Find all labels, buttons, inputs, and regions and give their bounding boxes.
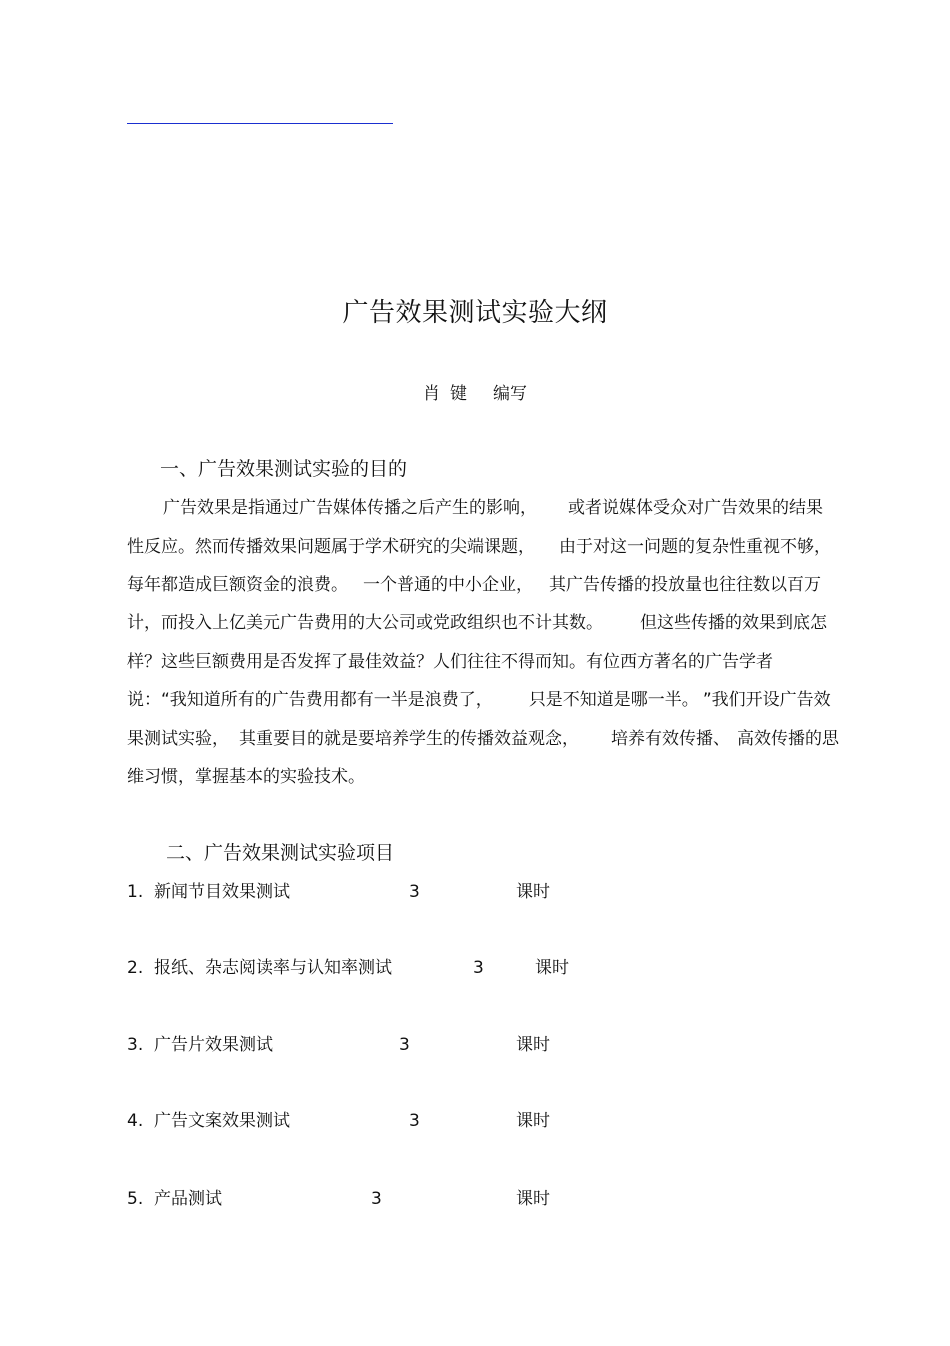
paragraph-segment: 培养有效传播、 xyxy=(611,729,730,749)
item-unit: 课时 xyxy=(516,1035,550,1055)
paragraph-segment: 说：“我知道所有的广告费用都有一半是浪费了， xyxy=(127,690,493,710)
paragraph-segment: 由于对这一问题的复杂性重视不够， xyxy=(559,537,831,557)
paragraph-segment: 或者说媒体受众对广告效果的结果 xyxy=(568,498,823,518)
item-number: 2. xyxy=(127,958,144,978)
paragraph-line xyxy=(127,649,773,675)
item-number: 3. xyxy=(127,1035,144,1055)
paragraph-line xyxy=(127,687,831,713)
paragraph-segment: 高效传播的思 xyxy=(737,729,839,749)
item-unit: 课时 xyxy=(516,1189,550,1209)
item-unit: 课时 xyxy=(516,1111,550,1131)
item-number: 5. xyxy=(127,1189,144,1209)
item-hours: 3 xyxy=(371,1189,382,1209)
author-name-part1: 肖 xyxy=(423,384,440,404)
item-name: 报纸、杂志阅读率与认知率测试 xyxy=(154,958,392,978)
item-hours: 3 xyxy=(473,958,484,978)
paragraph-segment: 样？这些巨额费用是否发挥了最佳效益？人们往往不得而知。有位西方著名的广告学者 xyxy=(127,652,773,672)
section2-heading: 二、广告效果测试实验项目 xyxy=(166,842,395,864)
paragraph-line xyxy=(127,534,831,560)
author-role: 编写 xyxy=(493,384,527,404)
paragraph-line xyxy=(127,764,365,790)
item-hours: 3 xyxy=(409,882,420,902)
document-title: 广告效果测试实验大纲 xyxy=(342,298,608,328)
paragraph-segment: 只是不知道是哪一半。 xyxy=(528,690,699,710)
author-line xyxy=(0,381,950,407)
paragraph-line xyxy=(163,495,823,521)
paragraph-segment: 计，而投入上亿美元广告费用的大公司或党政组织也不计其数。 xyxy=(127,613,603,633)
paragraph-segment: 广告效果是指通过广告媒体传播之后产生的影响， xyxy=(163,498,537,518)
item-name: 广告片效果测试 xyxy=(154,1035,273,1055)
paragraph-segment: 一个普通的中小企业， xyxy=(363,575,533,595)
paragraph-segment: 其重要目的就是要培养学生的传播效益观念， xyxy=(239,729,579,749)
paragraph-line xyxy=(127,726,839,752)
item-number: 4. xyxy=(127,1111,144,1131)
item-name: 新闻节目效果测试 xyxy=(154,882,290,902)
paragraph-segment: 维习惯，掌握基本的实验技术。 xyxy=(127,767,365,787)
item-unit: 课时 xyxy=(516,882,550,902)
paragraph-line xyxy=(127,572,821,598)
paragraph-segment: 性反应。然而传播效果问题属于学术研究的尖端课题， xyxy=(127,537,535,557)
paragraph-segment: ”我们开设广告效 xyxy=(702,690,831,710)
paragraph-segment: 每年都造成巨额资金的浪费。 xyxy=(127,575,348,595)
item-unit: 课时 xyxy=(535,958,569,978)
item-number: 1. xyxy=(127,882,144,902)
item-name: 产品测试 xyxy=(154,1189,222,1209)
item-name: 广告文案效果测试 xyxy=(154,1111,290,1131)
item-hours: 3 xyxy=(409,1111,420,1131)
author-name-part2: 键 xyxy=(450,384,467,404)
header-rule xyxy=(127,123,393,124)
paragraph-segment: 果测试实验， xyxy=(127,729,229,749)
item-hours: 3 xyxy=(399,1035,410,1055)
paragraph-segment: 其广告传播的投放量也往往数以百万 xyxy=(549,575,821,595)
paragraph-line xyxy=(127,610,827,636)
section1-heading: 一、广告效果测试实验的目的 xyxy=(160,458,408,480)
paragraph-segment: 但这些传播的效果到底怎 xyxy=(640,613,827,633)
